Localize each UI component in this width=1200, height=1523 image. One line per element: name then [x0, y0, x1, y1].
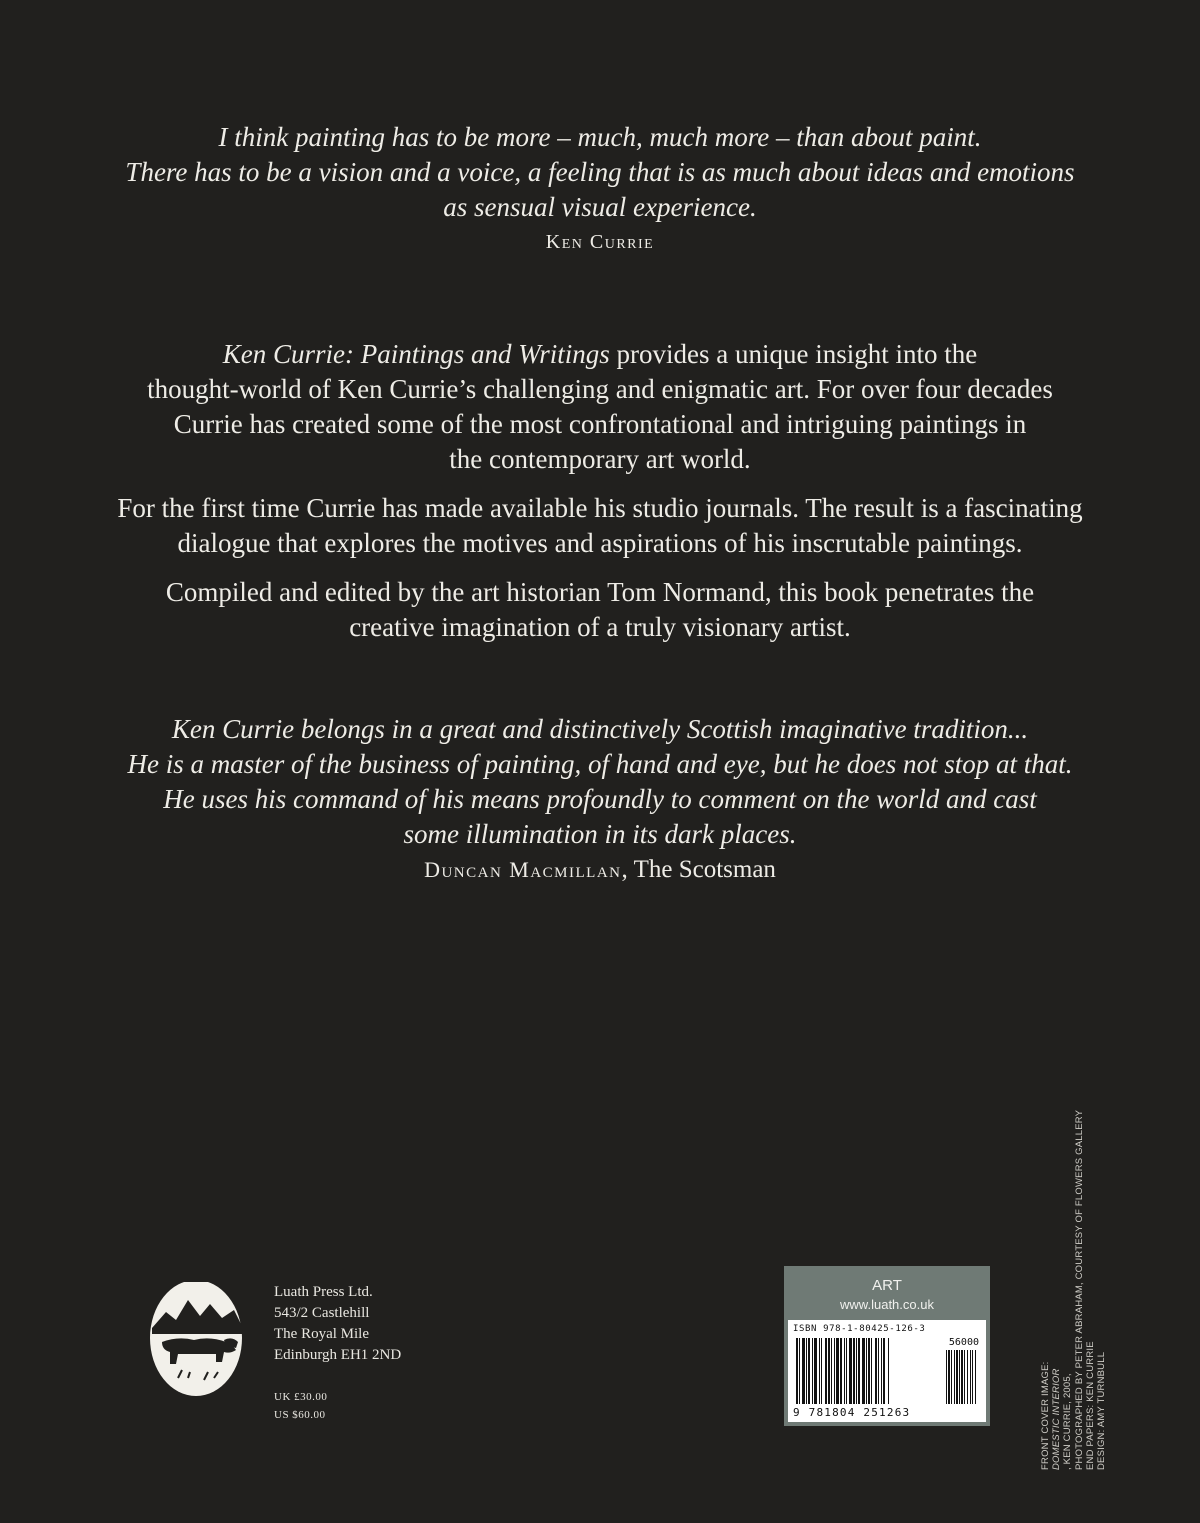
description-paragraph: [0, 575, 1200, 645]
book-title: Ken Currie: Paintings and Writings: [222, 339, 610, 369]
publisher-name: Luath Press Ltd.: [274, 1284, 373, 1300]
quote-line: I think painting has to be more – much, much more – than about paint.: [218, 122, 982, 152]
description-paragraph: [0, 491, 1200, 561]
publisher-address: [274, 1282, 401, 1366]
barcode: [788, 1320, 986, 1422]
price-code: 56000: [948, 1337, 979, 1348]
description-text: the contemporary art world.: [449, 444, 751, 474]
barcode-number: 9 781804 251263: [793, 1406, 911, 1419]
quote-line: Ken Currie belongs in a great and distinctively Scottish imaginative tradition...: [171, 714, 1029, 744]
price-us: US $60.00: [274, 1409, 326, 1421]
credit-line: [1040, 1050, 1074, 1470]
reviewer-name: Duncan Macmillan: [424, 857, 622, 882]
website-url: www.luath.co.uk: [840, 1297, 934, 1312]
description-text: dialogue that explores the motives and aspirations of his inscrutable paintings.: [177, 528, 1023, 558]
description-text: creative imagination of a truly visionary artist.: [349, 612, 851, 642]
barcode-panel: [784, 1266, 990, 1426]
address-line: Edinburgh EH1 2ND: [274, 1347, 402, 1363]
review-quote: [0, 712, 1200, 884]
description-text: Currie has created some of the most confrontational and intriguing paintings in: [173, 409, 1027, 439]
quote-line: There has to be a vision and a voice, a feeling that is as much about ideas and emotions: [125, 157, 1075, 187]
description-paragraph: [0, 337, 1200, 477]
description-text: thought-world of Ken Currie’s challenging and enigmatic art. For over four decades: [147, 374, 1053, 404]
address-line: 543/2 Castlehill: [274, 1305, 370, 1321]
book-description: [0, 337, 1200, 659]
review-attribution: [0, 856, 1200, 884]
attribution-separator: ,: [621, 856, 634, 883]
credit-line: END PAPERS: KEN CURRIE: [1084, 1341, 1096, 1470]
artwork-title: DOMESTIC INTERIOR: [1051, 1368, 1063, 1470]
description-text: For the first time Currie has made available his studio journals. The result is a fascinating: [117, 493, 1083, 523]
quote-line: some illumination in its dark places.: [403, 819, 797, 849]
quote-line: He is a master of the business of painting, of hand and eye, but he does not stop at that.: [127, 749, 1073, 779]
opening-quote: [0, 120, 1200, 254]
price-list: [274, 1388, 327, 1424]
credit-line: PHOTOGRAPHED BY PETER ABRAHAM, COURTESY OF FLOWERS GALLERY: [1073, 1109, 1085, 1470]
description-text: Compiled and edited by the art historian Tom Normand, this book penetrates the: [165, 577, 1035, 607]
quote-attribution: Ken Currie: [545, 231, 655, 253]
description-text: provides a unique insight into the: [609, 339, 978, 369]
credit-line: DESIGN: AMY TURNBULL: [1096, 1351, 1108, 1470]
quote-line: as sensual visual experience.: [443, 192, 757, 222]
price-uk: UK £30.00: [274, 1391, 328, 1403]
isbn-text: ISBN 978-1-80425-126-3: [793, 1324, 926, 1334]
quote-line: He uses his command of his means profoundly to comment on the world and cast: [163, 784, 1037, 814]
cover-credits: [1040, 1050, 1107, 1470]
publication-name: The Scotsman: [633, 856, 776, 883]
genre-label: ART: [872, 1277, 902, 1294]
luath-dog-logo-icon: [148, 1282, 248, 1402]
address-line: The Royal Mile: [274, 1326, 369, 1342]
credit-text: FRONT COVER IMAGE:: [1040, 1361, 1051, 1470]
credit-text: , KEN CURRIE, 2005,: [1062, 1373, 1074, 1470]
